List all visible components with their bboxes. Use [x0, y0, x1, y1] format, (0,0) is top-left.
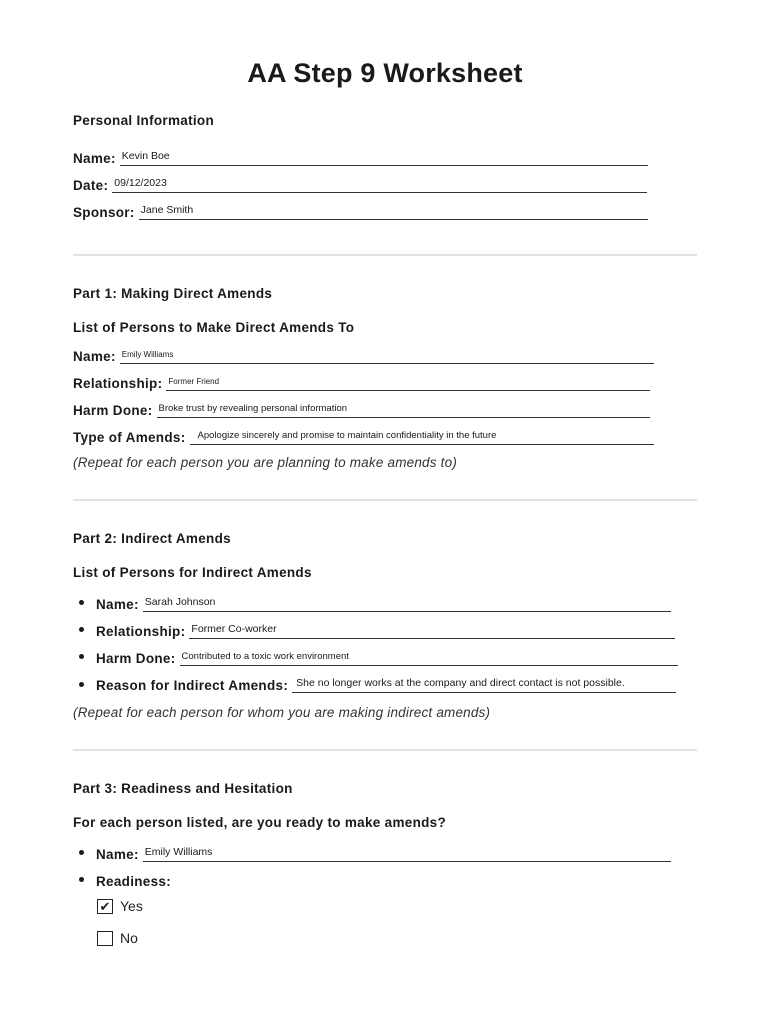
- bullet: [79, 600, 84, 605]
- part1-name-row: [73, 344, 654, 364]
- date-field[interactable]: 09/12/2023: [112, 177, 647, 193]
- type-of-amends-label: Type of Amends:: [73, 430, 186, 445]
- personal-date-row: [73, 173, 647, 193]
- type-of-amends-field[interactable]: Apologize sincerely and promise to maintain confidentiality in the future: [190, 429, 654, 445]
- name-label: Name:: [73, 349, 116, 364]
- name-label: Name:: [96, 597, 139, 612]
- no-checkbox[interactable]: [97, 931, 113, 946]
- direct-name-field[interactable]: Emily Williams: [120, 348, 654, 364]
- part2-repeat-note: (Repeat for each person for whom you are making indirect amends): [73, 705, 491, 720]
- yes-label: Yes: [120, 898, 143, 914]
- part3-name-row: [96, 842, 671, 862]
- part3-readiness-row: [96, 869, 175, 889]
- readiness-label: Readiness:: [96, 874, 172, 889]
- checkmark-icon: ✔: [99, 898, 111, 914]
- part2-relationship-row: [96, 619, 675, 639]
- bullet: [79, 682, 84, 687]
- harm-done-label: Harm Done:: [73, 403, 153, 418]
- part1-type-row: [73, 425, 654, 445]
- part3-subheading: For each person listed, are you ready to make amends?: [73, 815, 447, 830]
- personal-name-row: [73, 146, 648, 166]
- no-option[interactable]: [97, 930, 138, 946]
- part2-harm-row: [96, 646, 678, 666]
- page-title: AA Step 9 Worksheet: [247, 58, 523, 88]
- part3-heading: Part 3: Readiness and Hesitation: [73, 781, 293, 796]
- name-label: Name:: [73, 151, 116, 166]
- personal-info-heading: Personal Information: [73, 113, 215, 128]
- sponsor-field[interactable]: Jane Smith: [139, 204, 648, 220]
- direct-relationship-field[interactable]: Former Friend: [166, 375, 650, 391]
- part2-heading: Part 2: Indirect Amends: [73, 531, 231, 546]
- part2-subheading: List of Persons for Indirect Amends: [73, 565, 312, 580]
- section-divider: [73, 749, 697, 751]
- bullet: [79, 850, 84, 855]
- part1-relationship-row: [73, 371, 650, 391]
- part2-name-row: [96, 592, 671, 612]
- reason-label: Reason for Indirect Amends:: [96, 678, 289, 693]
- part1-heading: Part 1: Making Direct Amends: [73, 286, 273, 301]
- yes-option[interactable]: [97, 898, 143, 914]
- reason-field[interactable]: She no longer works at the company and direct contact is not possible.: [292, 677, 676, 693]
- yes-checkbox[interactable]: [97, 899, 113, 914]
- name-label: Name:: [96, 847, 139, 862]
- personal-sponsor-row: [73, 200, 648, 220]
- indirect-name-field[interactable]: Sarah Johnson: [143, 596, 671, 612]
- relationship-label: Relationship:: [73, 376, 163, 391]
- sponsor-label: Sponsor:: [73, 205, 135, 220]
- bullet: [79, 654, 84, 659]
- indirect-harm-field[interactable]: Contributed to a toxic work environment: [180, 650, 678, 666]
- direct-harm-field[interactable]: Broke trust by revealing personal information: [157, 402, 650, 418]
- section-divider: [73, 254, 697, 256]
- bullet: [79, 627, 84, 632]
- no-label: No: [120, 930, 138, 946]
- indirect-relationship-field[interactable]: Former Co-worker: [189, 623, 675, 639]
- name-field[interactable]: Kevin Boe: [120, 150, 648, 166]
- relationship-label: Relationship:: [96, 624, 186, 639]
- part1-subheading: List of Persons to Make Direct Amends To: [73, 320, 355, 335]
- part2-reason-row: [96, 673, 676, 693]
- section-divider: [73, 499, 697, 501]
- part1-repeat-note: (Repeat for each person you are planning to make amends to): [73, 455, 458, 470]
- bullet: [79, 877, 84, 882]
- readiness-name-field[interactable]: Emily Williams: [143, 846, 671, 862]
- part1-harm-row: [73, 398, 650, 418]
- date-label: Date:: [73, 178, 109, 193]
- harm-done-label: Harm Done:: [96, 651, 176, 666]
